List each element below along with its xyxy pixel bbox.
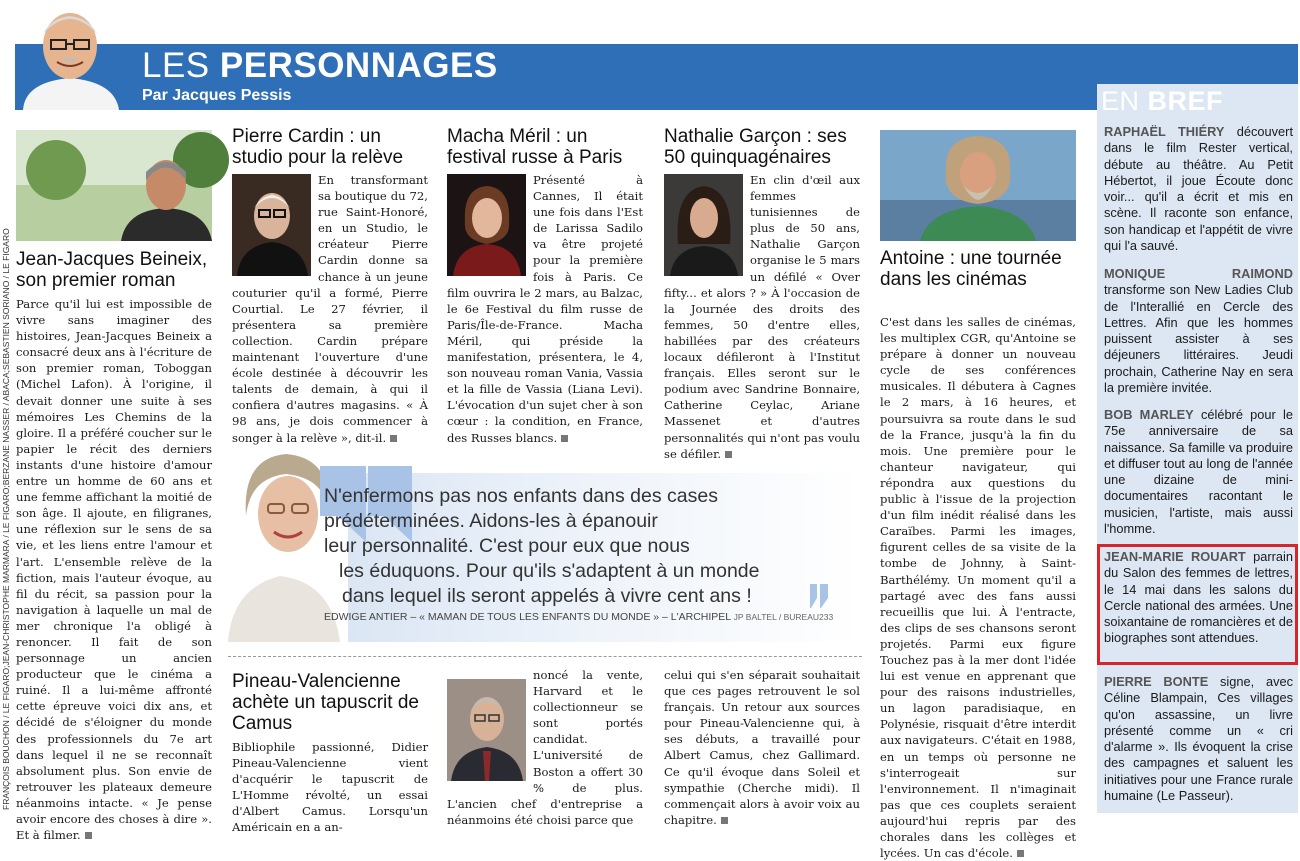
brief-item: JEAN-MARIE ROUART parrain du Salon des femmes de lettres, le 14 mai dans les salons du Cercle national des armées. Une soixantaine de romancières et de biographes sont attendues.: [1104, 549, 1293, 646]
brief-item: BOB MARLEY célébré pour le 75e anniversaire de sa naissance. Sa famille va produire et diffuser tout au long de l'année une dizaine de mini-documentaires racontant le musicien, l'artiste, mais aussi l'homme.: [1104, 407, 1293, 537]
end-square-icon: [721, 817, 728, 824]
end-square-icon: [1017, 850, 1024, 857]
divider: [228, 656, 862, 657]
antoine-title: Antoine : une tournée dans les cinémas: [880, 248, 1062, 290]
quote-attribution: EDWIGE ANTIER – « MAMAN DE TOUS LES ENFANTS DU MONDE » – L'ARCHIPEL JP BALTEL / BUREAU233: [324, 611, 834, 623]
meril-title: Macha Méril : un festival russe à Paris: [447, 126, 623, 168]
cardin-body: En transformant sa boutique du 72, rue Saint-Honoré, en un Studio, le créateur Pierre Cardin donne sa chance à un jeune couturier qu'il a formé, Pierre Courtial. Le 27 février, il présentera sa première collection. Cardin prépare maintenant l'ouverture d'une école destinée à découvrir les talents de demain, à qui il confiera d'autres magasins. « À 98 ans, je dois commencer à songer à la relève », dit-il.: [232, 173, 428, 445]
end-square-icon: [85, 832, 92, 839]
pineau-body-a: Bibliophile passionné, Didier Pineau-Valencienne vient d'acquérir le tapuscrit de L'Homme révolté, un essai d'Albert Camus. Lorsqu'un Américain en a an-: [232, 740, 428, 835]
end-square-icon: [561, 435, 568, 442]
beineix-body: Parce qu'il lui est impossible de vivre sans imaginer des histoires, Jean-Jacques Beineix a consacré deux ans à l'écriture de son premier roman, Toboggan (Michel Lafon). À l'origine, il devait donner une suite à ses mémoires Les Chemins de la gloire. Il a préféré coucher sur le papier le récit des derniers instants d'une histoire d'amour entre un homme de 60 ans et une femme affichant la moitié de son âge. Il ajoute, en filigranes, une réflexion sur le sens de sa vie, et les liens entre l'amour et l'art. L'ensemble relève de la fiction, mais l'auteur évoque, au fil du récit, sa passion pour la navigation à laquelle un mal de mer chronique l'a obligé à renoncer. Il fait de son personnage un ancien producteur que le cinéma a ruiné. Il a lui-même affronté cette épreuve voici dix ans, et décidé de s'éloigner du monde des professionnels du 7e art dans lequel il ne se reconnaît absolument plus. Son envie de retrouver les plateaux demeure néanmoins intacte. « Je pense avoir encore des choses à dire ». Et à filmer.: [16, 297, 212, 843]
photo-credits: FRANÇOIS BOUCHON / LE FIGARO;JEAN-CHRISTOPHE MARMARA / LE FIGARO;BERZANE NASSER / ABACA;SEBASTIEN SORIANO / LE FIGARO: [1, 228, 11, 810]
quote-photo-credit: JP BALTEL / BUREAU233: [733, 612, 834, 622]
brief-item: MONIQUE RAIMOND transforme son New Ladies Club de l'Interallié en Cercle des Lettres. Afin que les hommes puissent assister à ses déjeuners littéraires. Jeudi prochain, Catherine Nay en sera la première invitée.: [1104, 266, 1293, 396]
author-photo: [15, 4, 125, 110]
brief-item: RAPHAËL THIÉRY découvert dans le film Rester vertical, débute au théâtre. Au Petit Hébertot, il joue Écoute donc voir... qu'il a écrit et mis en scène. Il raconte son enfance, son handicap et l'appétit de vivre qui l'a sauvé.: [1104, 124, 1293, 254]
pineau-title: Pineau-Valencienne achète un tapuscrit de Camus: [232, 671, 419, 734]
quote-text: N'enfermons pas nos enfants dans des cases prédéterminées. Aidons-les à épanouir leur personnalité. C'est pour eux que nous les éduquons. Pour qu'ils s'adaptent à un monde dans lequel ils seront appelés à vivre cent ans !: [324, 485, 760, 607]
meril-body: Présenté à Cannes, Il était une fois dans l'Est de Larissa Sadilo va être projeté pour la première fois à Paris. Ce film ouvrira le 2 mars, au Balzac, le 6e Festival du film russe de Paris/Île-de-France. Macha Méril, qui préside la manifestation, présentera, le 4, son nouveau roman Vania, Vassia et la fille de Vassia (Liana Levi). L'évocation d'un sujet cher à son cœur : la condition, en France, des Russes blancs.: [447, 173, 643, 445]
beineix-title: Jean-Jacques Beineix, son premier roman: [16, 249, 208, 291]
quote-close-icon: [810, 584, 828, 608]
sidebar-title: EN BREF: [1101, 86, 1224, 116]
end-square-icon: [390, 435, 397, 442]
garcon-body: En clin d'œil aux femmes tunisiennes de plus de 50 ans, Nathalie Garçon organise le 5 mars un défilé « Over fifty... et alors ? » À l'occasion de la Journée des droits des femmes, 50 d'entre elles, habillées par des créateurs locaux défileront à l'Institut français. Elles seront sur le podium avec Sandrine Bonnaire, Catherine Ceylac, Ariane Massenet et d'autres personnalités qui n'ont pas voulu se défiler.: [664, 173, 860, 461]
pineau-body-b: noncé la vente, Harvard et le collectionneur se sont portés candidat. L'université de Boston a offert 30 % de plus. L'ancien chef d'entreprise a néanmoins été choisi parce que: [447, 668, 643, 827]
highlight-box: [1097, 544, 1298, 665]
pull-quote: [228, 448, 862, 642]
antoine-photo: [880, 130, 1076, 241]
pineau-body-c: celui qui s'en séparait souhaitait que ces pages retrouvent le sol français. Un retour aux sources pour Pineau-Valencienne qui, à ses débuts, a travaillé pour Albert Camus, chez Gallimard. Ce qu'il évoque dans Soleil et sympathie (Cherche midi). Il commençait alors à avoir voix au chapitre.: [664, 668, 860, 827]
byline: Par Jacques Pessis: [142, 87, 292, 104]
antoine-body: C'est dans les salles de cinémas, les multiplex CGR, qu'Antoine se prépare à donner un nouveau cycle de ses conférences musicales. Il débutera à Cagnes le 2 mars, à 16 heures, et poursuivra sa route dans le sud de la France, jusqu'à la fin du mois. Une première pour le chanteur navigateur, qui répondra aux questions du public à l'issue de la projection d'un film inédit réalisé dans les Caraïbes. Parmi les images, figurent celles de sa visite de la tombe de Johnny, à Saint-Barthélémy. Un moment qu'il a partagé avec des fans aussi recueillis que lui. À l'entracte, des clips de ses chansons seront projetés. Parmi eux figure Touchez pas à la mer dont l'idée lui est venue en apprenant que pour des raisons industrielles, un lagon paradisiaque, en Polynésie, risquait d'être interdit aux navigateurs. C'était en 1988, en un temps où personne ne s'interrogeait sur l'environnement. Il n'imaginait pas que ces couplets seraient aujourd'hui repris par des chorales dans les collèges et lycées. Un cas d'école.: [880, 315, 1076, 861]
garcon-title: Nathalie Garçon : ses 50 quinquagénaires: [664, 126, 847, 168]
beineix-photo: [16, 130, 212, 241]
brief-item: PIERRE BONTE signe, avec Céline Blampain, Ces villages qu'on assassine, un livre présenté comme un « cri d'alarme ». Ils évoquent la crise des campagnes et saluent les initiatives pour une France rurale humaine (Le Passeur).: [1104, 674, 1293, 804]
page-title: LES PERSONNAGES: [142, 46, 498, 85]
cardin-title: Pierre Cardin : un studio pour la relève: [232, 126, 404, 168]
en-bref-sidebar: [1097, 84, 1298, 813]
